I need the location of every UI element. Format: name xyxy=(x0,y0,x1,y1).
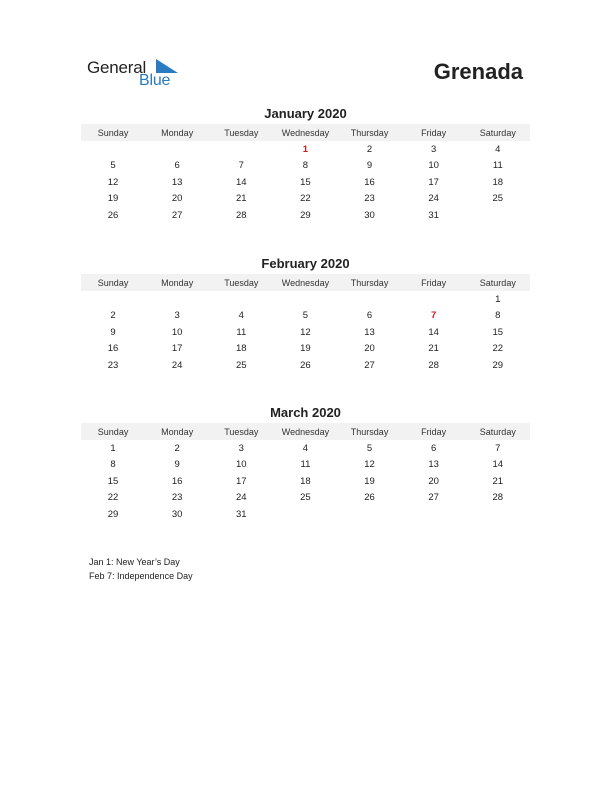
day-cell: 1 xyxy=(302,143,309,155)
day-cell: 28 xyxy=(236,209,247,221)
weekday-label: Saturday xyxy=(479,277,516,288)
week-row xyxy=(81,357,530,374)
holiday-notes xyxy=(89,555,193,583)
day-cell: 14 xyxy=(236,176,247,188)
weekday-label: Friday xyxy=(421,426,447,437)
day-cell: 25 xyxy=(492,193,504,205)
day-cell: 19 xyxy=(300,343,311,355)
weekday-header-row xyxy=(81,423,530,440)
week-row xyxy=(81,174,530,191)
day-cell: 28 xyxy=(492,492,504,504)
day-cell: 15 xyxy=(492,326,504,338)
day-cell: 2 xyxy=(110,310,116,322)
day-cell: 27 xyxy=(364,359,375,371)
day-cell: 10 xyxy=(171,326,183,338)
day-cell: 26 xyxy=(364,492,375,504)
day-cell: 9 xyxy=(174,459,180,471)
day-cell: 29 xyxy=(107,508,119,520)
month-block xyxy=(81,105,530,224)
day-cell: 4 xyxy=(302,442,309,454)
day-cell: 21 xyxy=(236,193,247,205)
month-block xyxy=(81,255,530,374)
day-cell: 7 xyxy=(238,160,244,172)
day-cell: 30 xyxy=(171,508,183,520)
month-block xyxy=(81,404,530,523)
day-cell: 8 xyxy=(495,310,501,322)
weekday-label: Thursday xyxy=(350,277,389,288)
day-cell: 25 xyxy=(236,359,247,371)
day-cell: 30 xyxy=(364,209,375,221)
week-row xyxy=(81,440,530,457)
day-cell: 5 xyxy=(366,442,373,454)
day-cell: 21 xyxy=(492,475,504,487)
week-row xyxy=(81,506,530,523)
day-cell: 20 xyxy=(171,193,183,205)
day-cell: 19 xyxy=(107,193,119,205)
day-cell: 16 xyxy=(364,176,375,188)
weekday-label: Saturday xyxy=(479,426,516,437)
day-cell: 3 xyxy=(174,310,180,322)
day-cell: 1 xyxy=(110,442,116,454)
weekday-header-row xyxy=(81,274,530,291)
weekday-label: Tuesday xyxy=(224,426,259,437)
day-cell: 11 xyxy=(492,160,503,172)
day-cell: 23 xyxy=(107,359,119,371)
day-cell: 2 xyxy=(174,442,180,454)
weekday-label: Wednesday xyxy=(281,426,330,437)
weekday-label: Monday xyxy=(161,426,194,437)
week-row xyxy=(81,191,530,208)
week-row xyxy=(81,291,530,308)
day-cell: 10 xyxy=(428,160,439,172)
day-cell: 29 xyxy=(492,359,504,371)
weekday-label: Monday xyxy=(161,127,194,138)
day-cell: 24 xyxy=(171,359,183,371)
day-cell: 3 xyxy=(238,442,244,454)
day-cell: 16 xyxy=(107,343,119,355)
day-cell: 12 xyxy=(300,326,311,338)
weekday-label: Saturday xyxy=(479,127,516,138)
day-cell: 24 xyxy=(236,492,247,504)
day-cell: 18 xyxy=(236,343,247,355)
day-cell: 18 xyxy=(300,475,311,487)
week-row xyxy=(81,473,530,490)
day-cell: 28 xyxy=(428,359,439,371)
day-cell: 18 xyxy=(492,176,504,188)
weekday-label: Wednesday xyxy=(281,127,330,138)
weekday-label: Thursday xyxy=(350,127,389,138)
week-row xyxy=(81,324,530,341)
day-cell: 13 xyxy=(364,326,375,338)
logo-text-blue: Blue xyxy=(139,72,171,89)
day-cell: 27 xyxy=(428,492,439,504)
day-cell: 22 xyxy=(107,492,119,504)
day-cell: 31 xyxy=(428,209,439,221)
day-cell: 6 xyxy=(174,160,180,172)
day-cell: 12 xyxy=(364,459,375,471)
day-cell: 20 xyxy=(428,475,439,487)
day-cell: 5 xyxy=(302,310,309,322)
day-cell: 23 xyxy=(171,492,183,504)
day-cell: 11 xyxy=(236,326,247,338)
week-row xyxy=(81,158,530,175)
day-cell: 5 xyxy=(110,160,116,172)
weekday-label: Sunday xyxy=(97,277,129,288)
day-cell: 13 xyxy=(428,459,439,471)
weekday-label: Monday xyxy=(161,277,194,288)
day-cell: 12 xyxy=(107,176,119,188)
day-cell: 23 xyxy=(364,193,375,205)
weekday-label: Friday xyxy=(421,277,447,288)
day-cell: 26 xyxy=(300,359,311,371)
week-row xyxy=(81,457,530,474)
weekday-header-row xyxy=(81,124,530,141)
day-cell: 24 xyxy=(428,193,439,205)
day-cell: 22 xyxy=(300,193,311,205)
day-cell: 9 xyxy=(366,160,373,172)
week-row xyxy=(81,308,530,325)
generalblue-logo xyxy=(86,56,186,92)
logo-text-general: General xyxy=(87,58,147,77)
weekday-label: Wednesday xyxy=(281,277,330,288)
day-cell: 29 xyxy=(300,209,311,221)
day-cell: 8 xyxy=(302,160,309,172)
weekday-label: Tuesday xyxy=(224,277,259,288)
weekday-label: Thursday xyxy=(350,426,389,437)
day-cell: 17 xyxy=(428,176,439,188)
weekday-label: Tuesday xyxy=(224,127,259,138)
day-cell: 1 xyxy=(495,293,501,305)
day-cell: 14 xyxy=(492,459,504,471)
logo-triangle-icon xyxy=(156,59,178,73)
day-cell: 17 xyxy=(236,475,247,487)
week-row xyxy=(81,490,530,507)
weekday-label: Sunday xyxy=(97,127,129,138)
day-cell: 11 xyxy=(300,459,311,471)
day-cell: 4 xyxy=(495,143,501,155)
weekday-label: Friday xyxy=(421,127,447,138)
day-cell: 26 xyxy=(107,209,119,221)
holiday-note: Jan 1: New Year’s Day xyxy=(89,557,180,567)
day-cell: 21 xyxy=(428,343,439,355)
day-cell: 14 xyxy=(428,326,439,338)
country-title: Grenada xyxy=(433,59,523,84)
day-cell: 25 xyxy=(300,492,311,504)
day-cell: 15 xyxy=(300,176,311,188)
day-cell: 13 xyxy=(171,176,183,188)
month-title: February 2020 xyxy=(261,256,350,271)
weekday-label: Sunday xyxy=(97,426,129,437)
month-title: March 2020 xyxy=(270,405,341,420)
day-cell: 20 xyxy=(364,343,375,355)
day-cell: 27 xyxy=(171,209,183,221)
week-row xyxy=(81,141,530,158)
week-row xyxy=(81,207,530,224)
day-cell: 4 xyxy=(238,310,244,322)
day-cell: 22 xyxy=(492,343,504,355)
day-cell: 9 xyxy=(110,326,116,338)
day-cell: 17 xyxy=(171,343,183,355)
month-title: January 2020 xyxy=(264,106,347,121)
day-cell: 16 xyxy=(171,475,183,487)
day-cell: 7 xyxy=(431,310,437,322)
day-cell: 3 xyxy=(431,143,437,155)
holiday-note: Feb 7: Independence Day xyxy=(89,571,193,581)
day-cell: 2 xyxy=(366,143,373,155)
day-cell: 6 xyxy=(366,310,373,322)
day-cell: 15 xyxy=(107,475,119,487)
day-cell: 10 xyxy=(236,459,247,471)
week-row xyxy=(81,341,530,358)
day-cell: 8 xyxy=(110,459,116,471)
day-cell: 7 xyxy=(495,442,501,454)
day-cell: 31 xyxy=(236,508,247,520)
day-cell: 19 xyxy=(364,475,375,487)
day-cell: 6 xyxy=(431,442,437,454)
